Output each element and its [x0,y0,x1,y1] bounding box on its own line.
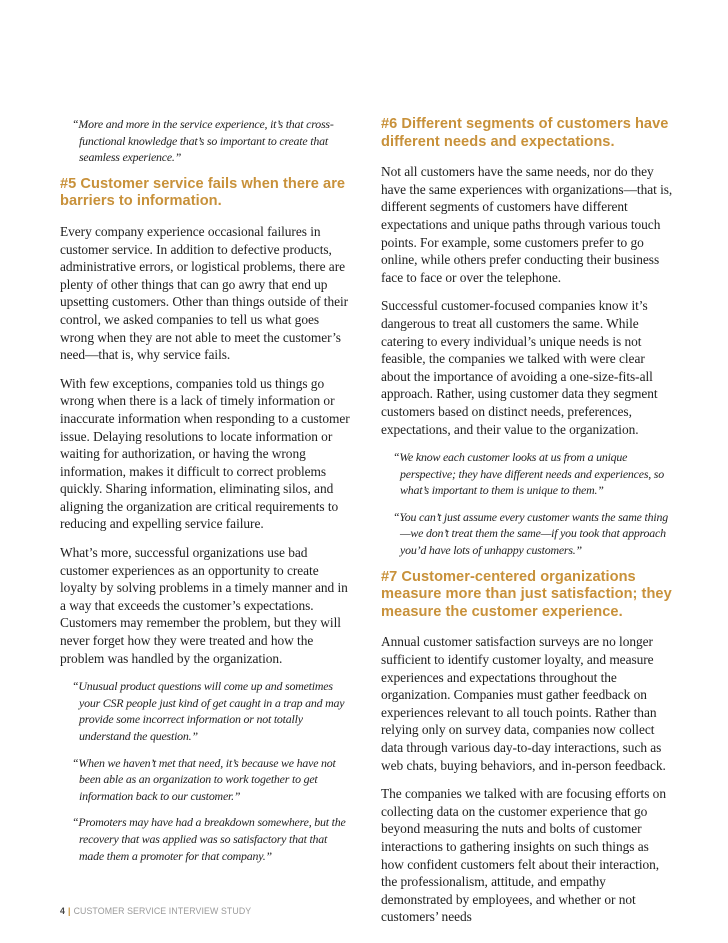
section-7-heading: #7 Customer-centered organizations measure more than just satisfaction; they measure the customer experience. [381,568,672,620]
section-5-quote-3: “Promoters may have had a breakdown somewhere, but the recovery that was applied was so satisfactory that that made them a promoter for that company.” [72,815,346,863]
section-5-paragraph-3: What’s more, successful organizations use bad customer experiences as an opportunity to create loyalty by solving problems in a timely manner and in a way that exceeds the customer’s expectations. Customers may remember the problem, but they will never forget how they were treated and how the problem was handled by the organization. [60,545,348,666]
section-5-paragraph-2: With few exceptions, companies told us things go wrong when there is a lack of timely information or inaccurate information when responding to a customer issue. Delaying resolutions to locate information or waiting for authorization, or having the wrong information, makes it difficult to correct problems quickly. Sharing information, eliminating silos, and aligning the organization are critical requirements to reducing and expelling service failure. [60,375,350,532]
section-5-heading: #5 Customer service fails when there are barriers to information. [60,175,346,210]
section-7-paragraph-2: The companies we talked with are focusing efforts on collecting data on the customer experience that go beyond measuring the nuts and bolts of customer interactions to gathering insights on such things as how confident customers felt about their interaction, the professionalism, attitude, and empathy demonstrated by employees, and whether or not customers’ needs [381,786,666,925]
section-5-paragraph-1: Every company experience occasional failures in customer service. In addition to defective products, administrative errors, or logistical problems, there are plenty of other things that can go awry that end up upsetting customers. Other than things outside of their control, we asked companies to tell us what goes wrong when they are not able to meet the customer’s need—that is, why service fails. [60,223,349,363]
section-6-quote-1: “We know each customer looks at us from a unique perspective; they have different needs and experiences, so what’s important to them is unique to them.” [393,450,664,498]
page-number: 4 [60,906,65,916]
section-6-quote-2: “You can’t just assume every customer wants the same thing—we don’t treat them the same—if you took that approach you’d have lots of unhappy customers.” [393,509,668,558]
page-footer [60,906,251,916]
footer-separator: | [68,906,71,916]
top-quote: “More and more in the service experience, it’s that cross-functional knowledge that’s so important to create that seamless experience.” [72,117,334,165]
left-column [60,116,352,874]
section-6-paragraph-2: Successful customer-focused companies know it’s dangerous to treat all customers the same. While catering to every individual’s unique needs is not feasible, the companies we talked with were clear about the importance of avoiding a one-size-fits-all approach. Rather, using customer data they segment customers based on distinct needs, preferences, expectations, and their value to the organization. [381,298,658,437]
section-5-quote-1: “Unusual product questions will come up and sometimes your CSR people just kind of get caught in a trap and may provide some incorrect information or not totally understand the question.” [72,679,345,743]
section-6-heading: #6 Different segments of customers have different needs and expectations. [381,116,669,150]
right-column [381,116,673,937]
section-6-paragraph-1: Not all customers have the same needs, nor do they have the same experiences with organizations—that is, different segments of customers have different expectations and unique paths through various touch points. For example, some customers prefer to go online, while others prefer conducting their business face to face or over the telephone. [381,164,673,285]
footer-title: CUSTOMER SERVICE INTERVIEW STUDY [73,906,252,916]
section-5-quote-2: “When we haven’t met that need, it’s because we have not been able as an organization to work together to get information back to our customer.” [72,755,336,803]
section-7-paragraph-1: Annual customer satisfaction surveys are no longer sufficient to identify customer loyalty, and measure experiences and expectations throughout the organization. Companies must gather feedback on experiences relevant to all touch points. Rather than relying only on survey data, companies now collect data through various day-to-day interactions, such as web chats, buying behaviors, and in-person feedback. [381,634,666,773]
